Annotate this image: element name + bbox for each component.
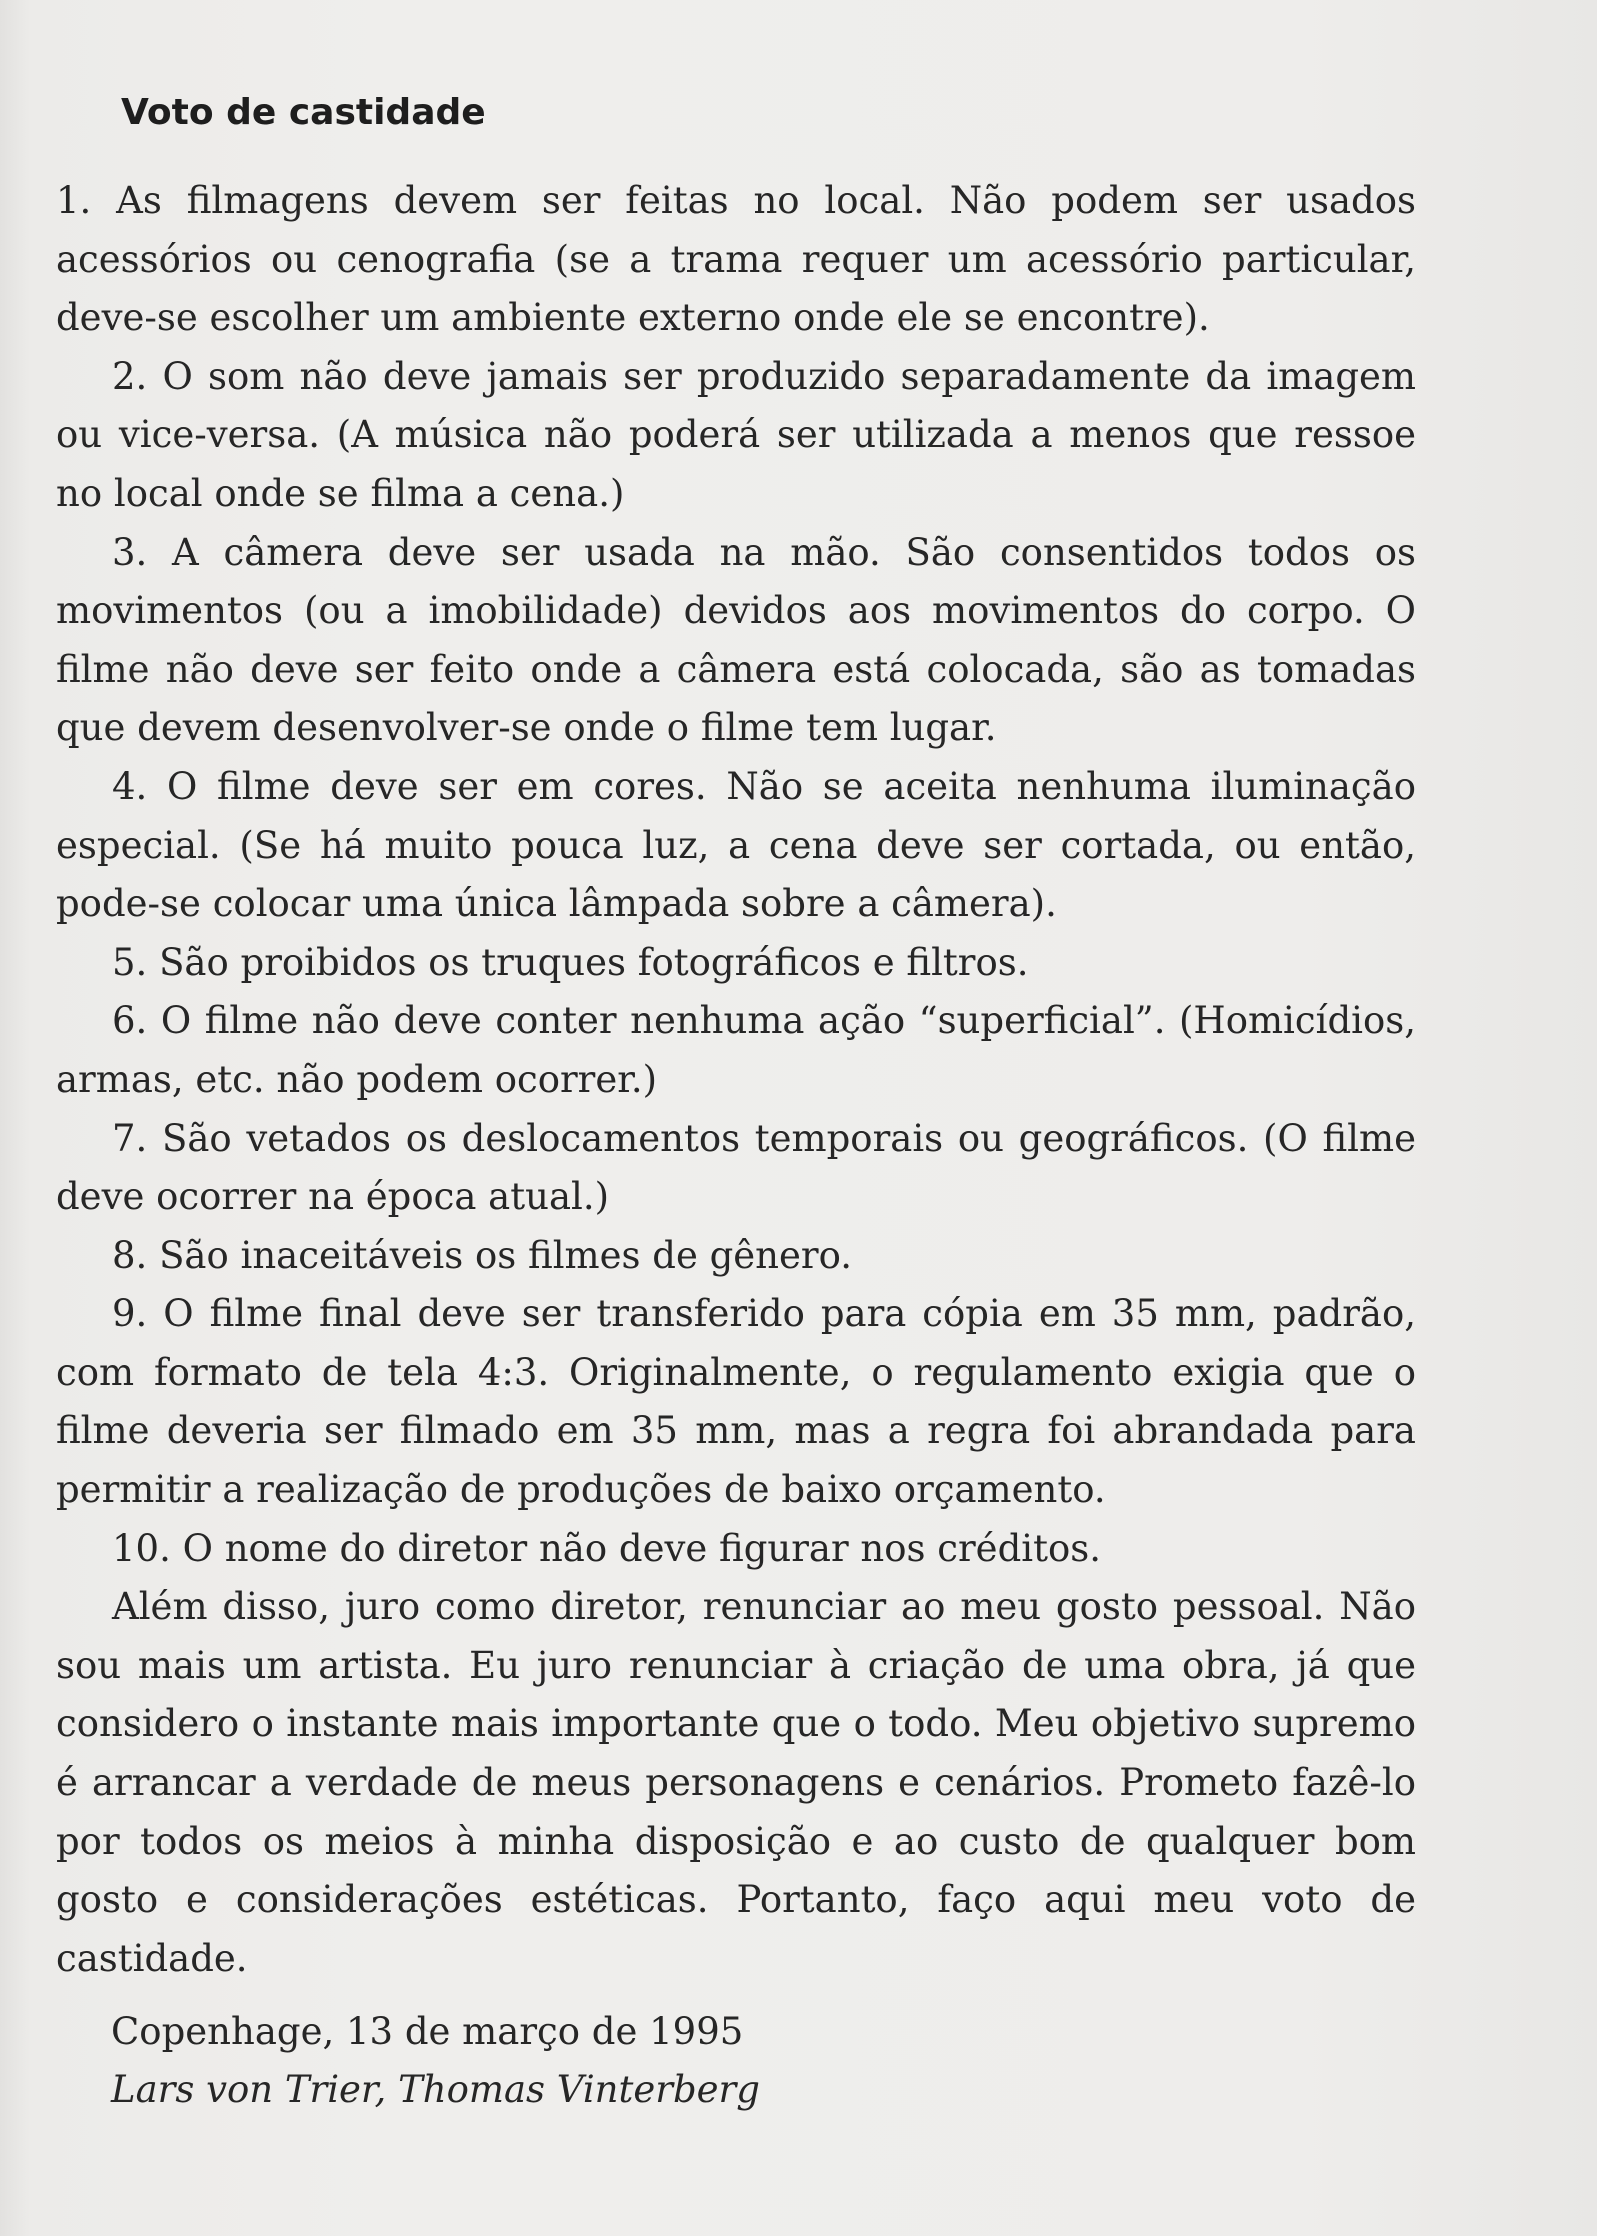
rule-8: 8. São inaceitáveis os filmes de gênero.	[112, 1233, 852, 1277]
rule-7: 7. São vetados os deslocamentos temporais ou geográficos. (O filme deve ocorrer na época atual.)	[56, 1116, 1416, 1219]
rule-5: 5. São proibidos os truques fotográficos e filtros.	[112, 940, 1029, 984]
rule-3: 3. A câmera deve ser usada na mão. São consentidos todos os movimentos (ou a imobilidade) devidos aos movimentos do corpo. O filme não deve ser feito onde a câmera está colocada, são as tomadas que devem desenvolver-se onde o filme tem lugar.	[56, 530, 1416, 750]
rule-6: 6. O filme não deve conter nenhuma ação “superficial”. (Homicídios, armas, etc. não podem ocorrer.)	[56, 999, 1416, 1101]
signatories: Lars von Trier, Thomas Vinterberg	[111, 2068, 760, 2111]
signature-block	[111, 2003, 760, 2119]
rule-9: 9. O filme final deve ser transferido para cópia em 35 mm, padrão, com formato de tela 4:3. Originalmente, o regulamento exigia que o filme deveria ser filmado em 35 mm, mas a regra foi abrandada para permitir a realização de produções de baixo orçamento.	[56, 1292, 1416, 1512]
place-and-date: Copenhage, 13 de março de 1995	[111, 2010, 744, 2053]
rule-2: 2. O som não deve jamais ser produzido separadamente da imagem ou vice-versa. (A música não poderá ser utilizada a menos que ressoe no local onde se filma a cena.)	[56, 354, 1416, 515]
rule-1: 1. As filmagens devem ser feitas no local. Não podem ser usados acessórios ou cenografia (se a trama requer um acessório particular, deve-se escolher um ambiente externo onde ele se encontre).	[56, 179, 1416, 340]
rule-4: 4. O filme deve ser em cores. Não se aceita nenhuma iluminação especial. (Se há muito pouca luz, a cena deve ser cortada, ou então, pode-se colocar uma única lâmpada sobre a câmera).	[56, 764, 1416, 926]
section-heading: Voto de castidade	[121, 92, 486, 133]
vow-body	[56, 172, 1416, 1988]
closing-vow-paragraph: Além disso, juro como diretor, renunciar ao meu gosto pessoal. Não sou mais um artista. Eu juro renunciar à criação de uma obra, já que considero o instante mais importante que o todo. Meu objetivo supremo é arrancar a verdade de meus personagens e cenários. Prometo fazê-lo por todos os meios à minha disposição e ao custo de qualquer bom gosto e considerações estéticas. Portanto, faço aqui meu voto de castidade.	[56, 1585, 1416, 1980]
rule-10: 10. O nome do diretor não deve figurar nos créditos.	[112, 1526, 1101, 1570]
